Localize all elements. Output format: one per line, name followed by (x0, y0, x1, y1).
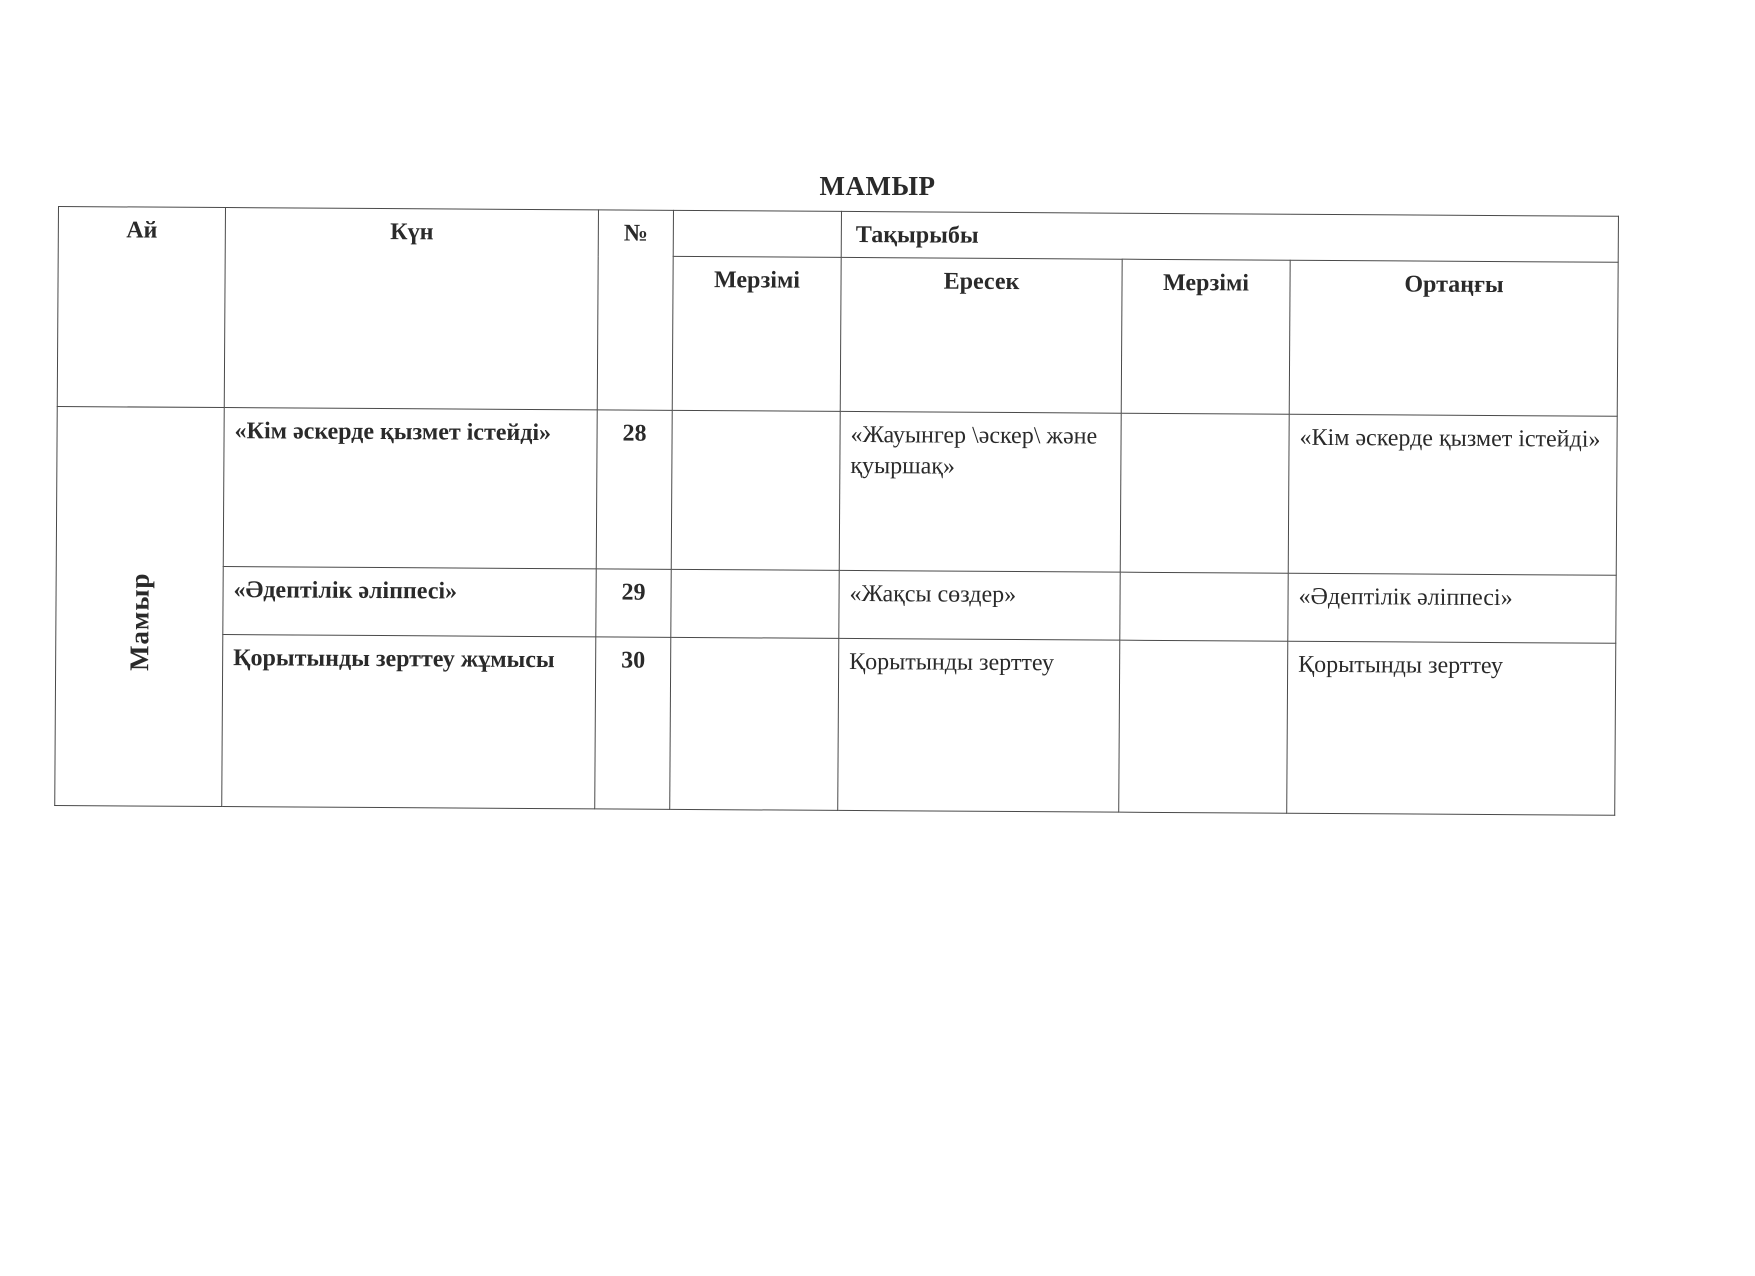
middle-topic-cell: Қорытынды зерттеу (1287, 641, 1616, 815)
middle-topic-cell: «Кім әскерде қызмет істейді» (1288, 415, 1617, 575)
senior-topic-cell: «Жауынгер \әскер\ және қуыршақ» (839, 412, 1121, 572)
header-day: Күн (224, 208, 598, 411)
middle-topic-cell: «Әдептілік әліппесі» (1288, 573, 1616, 643)
day-cell: «Кім әскерде қызмет істейді» (223, 408, 597, 569)
header-senior: Ересек (840, 257, 1122, 413)
table-row (55, 633, 1616, 815)
number-cell: 29 (596, 568, 671, 637)
header-term-2: Мерзімі (1121, 259, 1290, 414)
plan-table (54, 206, 1619, 816)
term-2-cell (1120, 413, 1289, 572)
header-middle: Ортаңғы (1289, 260, 1618, 416)
term-2-cell (1119, 640, 1288, 813)
table-row (56, 565, 1616, 643)
header-term-1: Мерзімі (672, 256, 841, 411)
page-title: МАМЫР (819, 171, 936, 201)
plan-table-container (54, 206, 1618, 816)
month-cell (55, 407, 225, 807)
day-cell: Қорытынды зерттеу жұмысы (222, 634, 596, 809)
number-cell: 28 (596, 410, 672, 569)
senior-topic-cell: Қорытынды зерттеу (838, 638, 1120, 812)
term-1-cell (670, 637, 839, 810)
day-cell: «Әдептілік әліппесі» (223, 566, 596, 636)
header-row-top (58, 207, 1618, 263)
term-1-cell (671, 411, 840, 570)
month-label: Мамыр (123, 572, 155, 672)
header-empty-cell (673, 210, 841, 257)
header-topic: Тақырыбы (841, 211, 1618, 262)
senior-topic-cell: «Жақсы сөздер» (839, 570, 1120, 640)
number-cell: 30 (595, 637, 671, 810)
term-1-cell (671, 569, 839, 638)
table-row (56, 407, 1617, 575)
header-number: № (597, 210, 673, 411)
term-2-cell (1120, 572, 1288, 641)
header-month: Ай (57, 207, 225, 408)
